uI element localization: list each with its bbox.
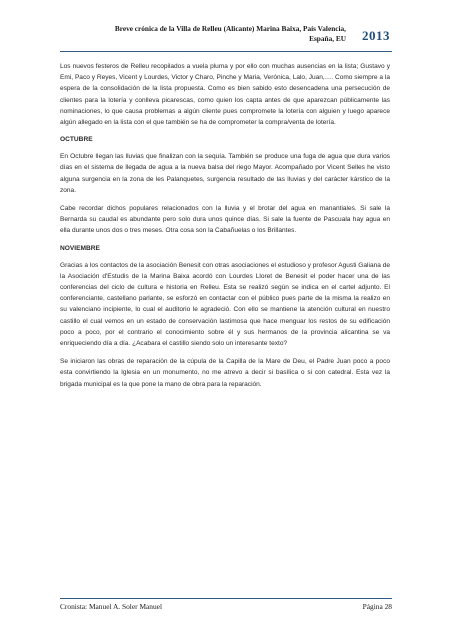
paragraph-festeros: Los nuevos festeros de Relleu recopilados a vuela pluma y por ello con muchas ausencias en la lista; Gustavo y Emi, Paco y Reyes, Vicent y Lourdes, Victor y Charo, Pinche y Maria, Verónica, Lalo, Juan,…. Como siempre a la espera de la consolidación de la lista propuesta. Como es bien sabido esto desencadena una persecución de clientes para la lotería y conlleva picarescas, como quien los capta antes de que aparezcan públicamente las nominaciones, lo que causa problemas a algún cliente pues compromete la lotería con alguien y luego aparece algún allegado en la lista con el que también se ha de comprometer la compra/venta de lotería. (60, 63, 390, 127)
header-title-line2: España, EU (309, 34, 346, 43)
paragraph-lluvias: En Octubre llegan las lluvias que finalizan con la sequía. También se produce una fuga de agua que dura varios días en el sistema de llegada de agua a la nueva balsa del riego Mayor. Acompañado por Vicent Selles he visto alguna surgencia en la zona de les Palanquetes, surgencia resultado de las lluvias y del carácter kárstico de la zona. (60, 153, 390, 194)
header-title (76, 24, 346, 44)
footer-author: Cronista: Manuel A. Soler Manuel (60, 602, 163, 611)
heading-octubre: OCTUBRE (60, 136, 93, 144)
footer-divider (60, 598, 392, 599)
heading-noviembre: NOVIEMBRE (60, 244, 100, 252)
header-title-line1: Breve crónica de la Villa de Relleu (Alicante) Marina Baixa, País Valencia, (114, 24, 346, 33)
paragraph-dichos: Cabe recordar dichos populares relacionados con la lluvia y el brotar del agua en manantiales. Si sale la Bernarda su caudal es abundante pero solo dura unos quince días. Si sale la fuente de Pascuala hay agua en ella durante unos dos o tres meses. Otra cosa son la Cabañuelas o los Brillantes. (60, 205, 390, 235)
header-year: 2013 (362, 28, 390, 43)
footer-page-number: Página 28 (362, 602, 392, 611)
paragraph-conferencia: Gracias a los contactos de la asociación Benesit con otras asociaciones el estudioso y profesor Agusti Galiana de la Asociación d'Estudis de la Marina Baixa acordó con Lourdes Lloret de Benesit el poder hacer una de las conferencias del ciclo de cultura e historia en Relleu. Esta se realizó según se indica en el cartel adjunto. El conferenciante, castellano parlante, se esforzó en contactar con el público pues parte de la misma la realizo en su valenciano incipiente, lo cual el auditorio le agradeció. Con ello se mantiene la atención cultural en nuestro castillo el cual vemos en un estado de conservación lastimosa que hace menguar los restos de su edificación poco a poco, por el contrario el conocimiento sobre él y sus hermanos de la provincia alicantina se va enriqueciendo día a día. ¿Acabara el castillo siendo solo un interesante texto? (60, 261, 390, 348)
header-divider (60, 51, 392, 52)
page-body (60, 61, 390, 397)
paragraph-capilla: Se iniciaron las obras de reparación de la cúpula de la Capilla de la Mare de Deu, el Padre Juan poco a poco esta convirtiendo la Iglesia en un monumento, no me atrevo a decir si basílica o si con catedral. Esta vez la brigada municipal es la que pone la mano de obra para la reparación. (60, 358, 390, 388)
